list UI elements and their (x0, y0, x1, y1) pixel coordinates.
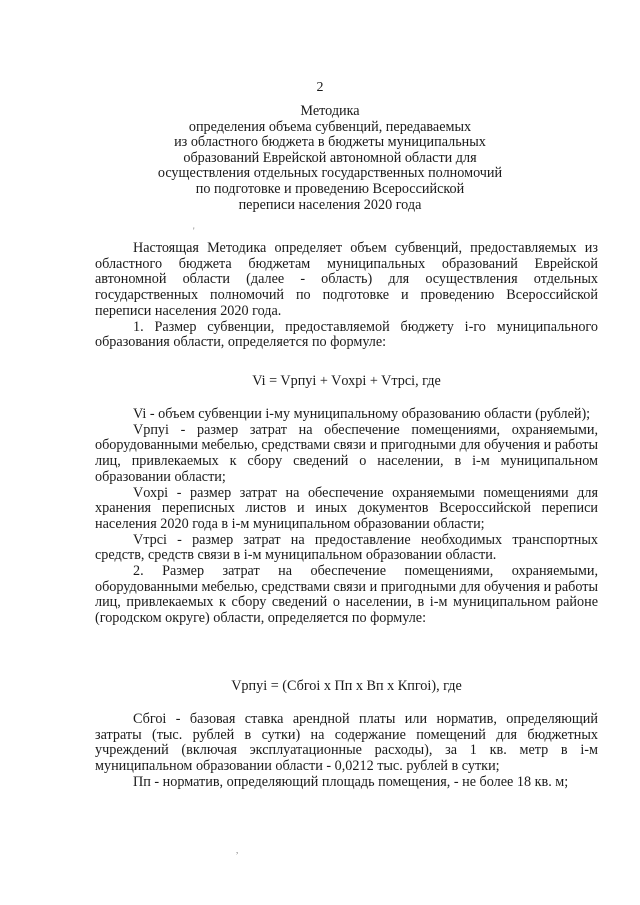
definition-vtrsi: Vтрсi - размер затрат на предоставление необходимых транспортных средств, средств связи в i-м муниципальном образовании области. (95, 531, 598, 564)
document-title (140, 104, 520, 213)
page-number: 2 (316, 80, 324, 95)
intro-section (95, 241, 598, 351)
title-line: определения объема субвенций, передаваемых (188, 118, 472, 135)
definitions-1 (95, 407, 598, 627)
definition-vrpui: Vрпуi - размер затрат на обеспечение помещениями, охраняемыми, оборудованными мебелью, средствами связи и пригодными для обучения и работы лиц, привлекаемых к сбору сведений о населении, в i-м муниципальном образовании области; (95, 421, 598, 485)
scan-mark: ' (193, 226, 195, 236)
intro-paragraph: Настоящая Методика определяет объем субвенций, предоставляемых из областного бюджета бюджетам муниципальных образований Еврейской автономной области (далее - область) для осуществления отдельных государственных полномочий по подготовке и проведению Всероссийской переписи населения 2020 года. (95, 240, 598, 319)
scan-mark: , (236, 845, 239, 855)
definition-vi: Vi - объем субвенции i-му муниципальному образованию области (рублей); (133, 406, 591, 422)
title-line: Методика (300, 103, 360, 119)
title-line: из областного бюджета в бюджеты муниципальных (174, 134, 486, 151)
item-1-paragraph: 1. Размер субвенции, предоставляемой бюджету i-го муниципального образования области, определяется по формуле: (95, 318, 598, 351)
formula-2-block (95, 679, 598, 695)
formula-2: Vрпуi = (Сбгоi х Пп х Вп х Кпгоi), где (231, 678, 462, 694)
title-line: переписи населения 2020 года (238, 196, 422, 213)
formula-1-block (95, 374, 598, 390)
title-line: осуществления отдельных государственных полномочий (157, 165, 503, 182)
title-line: образований Еврейской автономной области для (183, 149, 477, 166)
formula-1: Vi = Vрпуi + Vохрi + Vтрсi, где (252, 373, 441, 389)
definition-sbgoi: Сбгоi - базовая ставка арендной платы или норматив, определяющий затраты (тыс. рублей в сутки) на содержание помещений для бюджетных учреждений (включая эксплуатационные расходы), за 1 кв. метр в i-м муниципальном образовании области - 0,0212 тыс. рублей в сутки; (95, 711, 598, 775)
item-2-paragraph: 2. Размер затрат на обеспечение помещениями, охраняемыми, оборудованными мебелью, средствами связи и пригодными для обучения и работы лиц, привлекаемых к сбору сведений о населении, в i-м муниципальном районе (городском округе) области, определяется по формуле: (95, 563, 598, 627)
definition-voxri: Vохрi - размер затрат на обеспечение охраняемыми помещениями для хранения переписных листов и иных документов Всероссийской переписи населения 2020 года в i-м муниципальном образовании области; (95, 484, 598, 532)
title-line: по подготовке и проведению Всероссийской (195, 180, 465, 197)
definition-pp: Пп - норматив, определяющий площадь помещения, - не более 18 кв. м; (133, 773, 569, 790)
definitions-2 (95, 712, 598, 791)
